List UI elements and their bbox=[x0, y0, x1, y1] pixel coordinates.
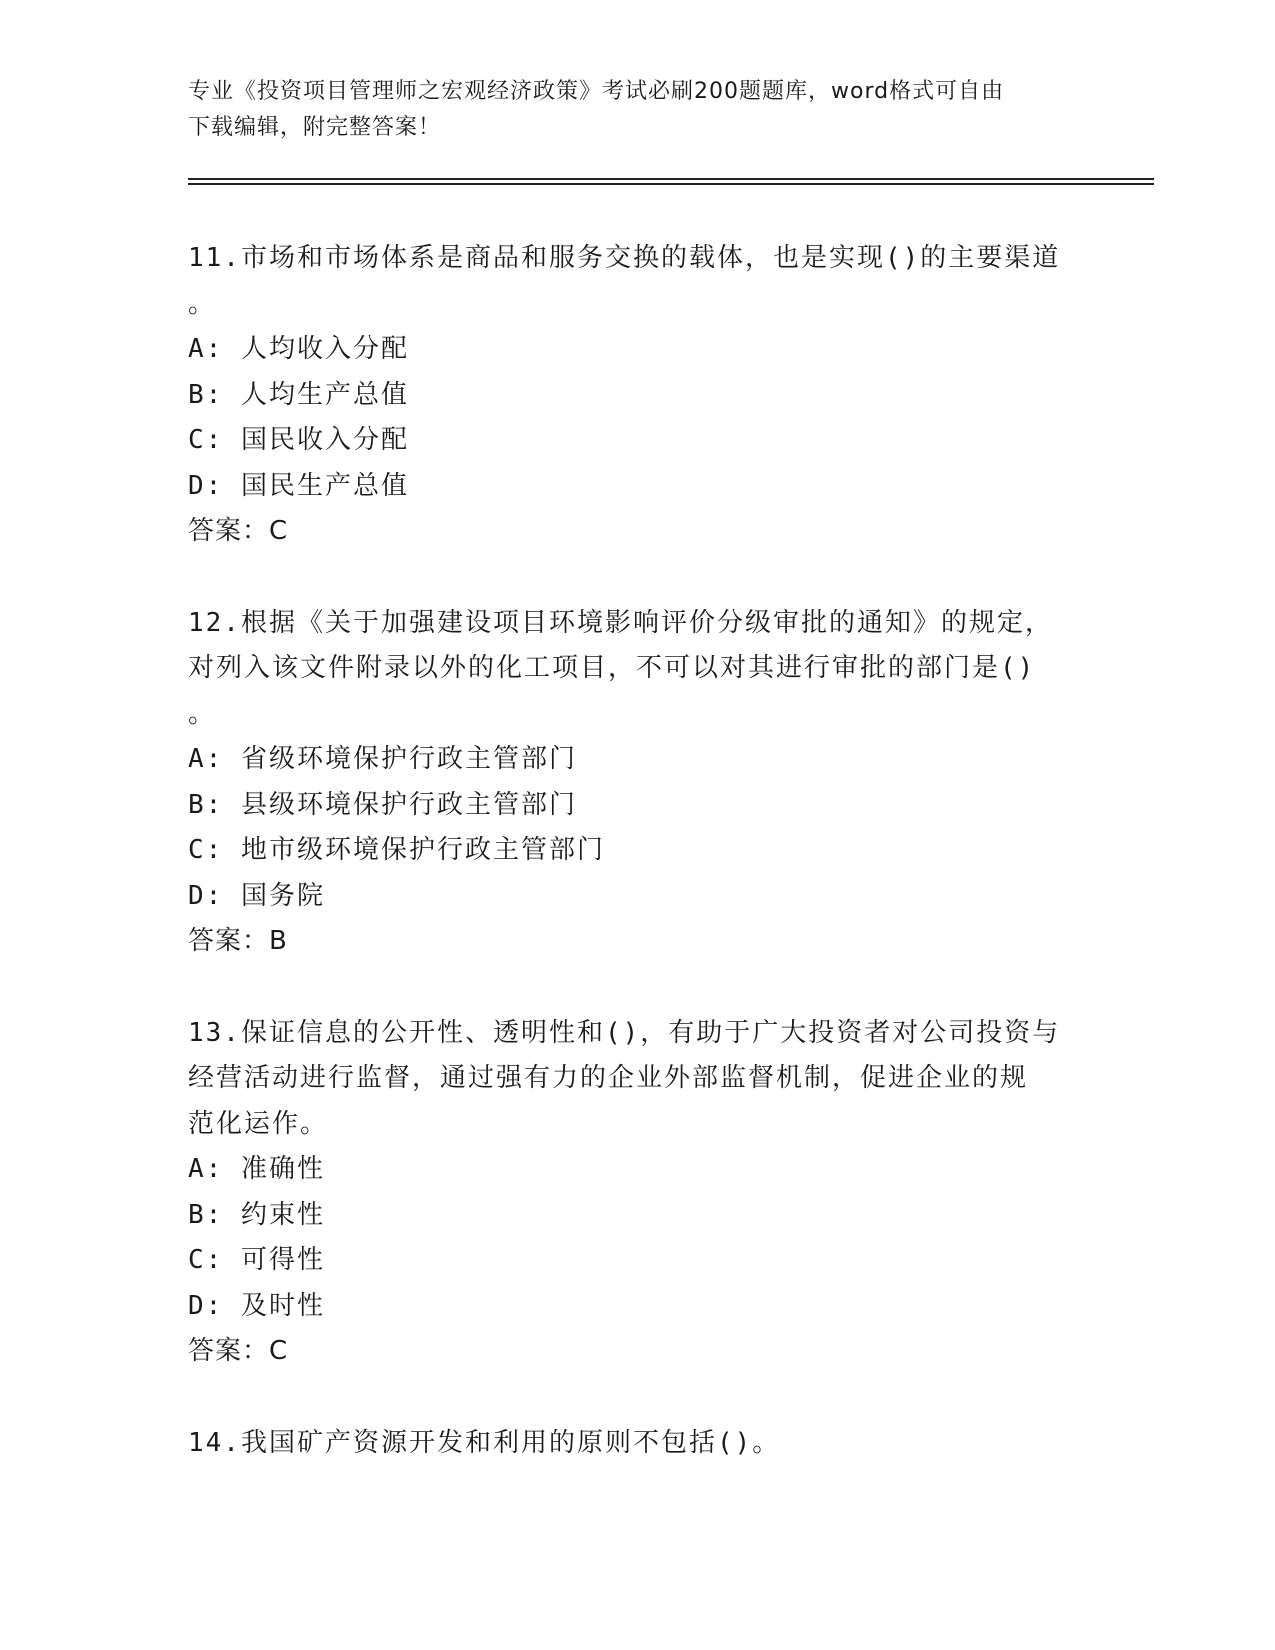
option-b: B: 县级环境保护行政主管部门 bbox=[188, 789, 577, 820]
answer-line: 答案：C bbox=[188, 516, 289, 546]
option-a: A: 省级环境保护行政主管部门 bbox=[188, 744, 577, 774]
question-12 bbox=[188, 601, 1088, 965]
option-d: D: 国民生产总值 bbox=[188, 470, 409, 501]
question-stem-line: 。 bbox=[188, 288, 217, 319]
question-13 bbox=[188, 1011, 1088, 1375]
answer-line: 答案：B bbox=[188, 926, 288, 956]
question-stem-line: 13.保证信息的公开性、透明性和()，有助于广大投资者对公司投资与 bbox=[188, 1017, 1061, 1048]
question-stem-line: 11.市场和市场体系是商品和服务交换的载体，也是实现()的主要渠道 bbox=[188, 243, 1061, 273]
question-list bbox=[188, 236, 1088, 1512]
question-stem-line: 12.根据《关于加强建设项目环境影响评价分级审批的通知》的规定， bbox=[188, 607, 1053, 638]
option-c: C: 可得性 bbox=[188, 1245, 325, 1275]
option-b: B: 人均生产总值 bbox=[188, 379, 409, 410]
question-stem-line: 。 bbox=[188, 698, 217, 729]
option-b: B: 约束性 bbox=[188, 1199, 325, 1230]
option-d: D: 国务院 bbox=[188, 880, 325, 911]
question-stem-line: 经营活动进行监督，通过强有力的企业外部监督机制，促进企业的规 bbox=[188, 1063, 1029, 1093]
option-c: C: 地市级环境保护行政主管部门 bbox=[188, 835, 605, 865]
question-11 bbox=[188, 236, 1088, 555]
answer-line: 答案：C bbox=[188, 1336, 289, 1366]
option-c: C: 国民收入分配 bbox=[188, 425, 409, 455]
header-divider-bottom bbox=[188, 183, 1154, 185]
question-stem-line: 范化运作。 bbox=[188, 1108, 329, 1139]
option-d: D: 及时性 bbox=[188, 1290, 325, 1321]
document-header bbox=[188, 74, 1068, 146]
question-stem-line: 14.我国矿产资源开发和利用的原则不包括()。 bbox=[188, 1427, 781, 1458]
header-divider-top bbox=[188, 178, 1154, 180]
question-stem-line: 对列入该文件附录以外的化工项目，不可以对其进行审批的部门是() bbox=[188, 653, 1036, 683]
header-line-2: 下载编辑，附完整答案！ bbox=[188, 115, 442, 140]
header-line-1: 专业《投资项目管理师之宏观经济政策》考试必刷200题题库，word格式可自由 bbox=[188, 79, 1005, 104]
option-a: A: 准确性 bbox=[188, 1154, 325, 1184]
question-14 bbox=[188, 1421, 1088, 1467]
option-a: A: 人均收入分配 bbox=[188, 334, 409, 364]
